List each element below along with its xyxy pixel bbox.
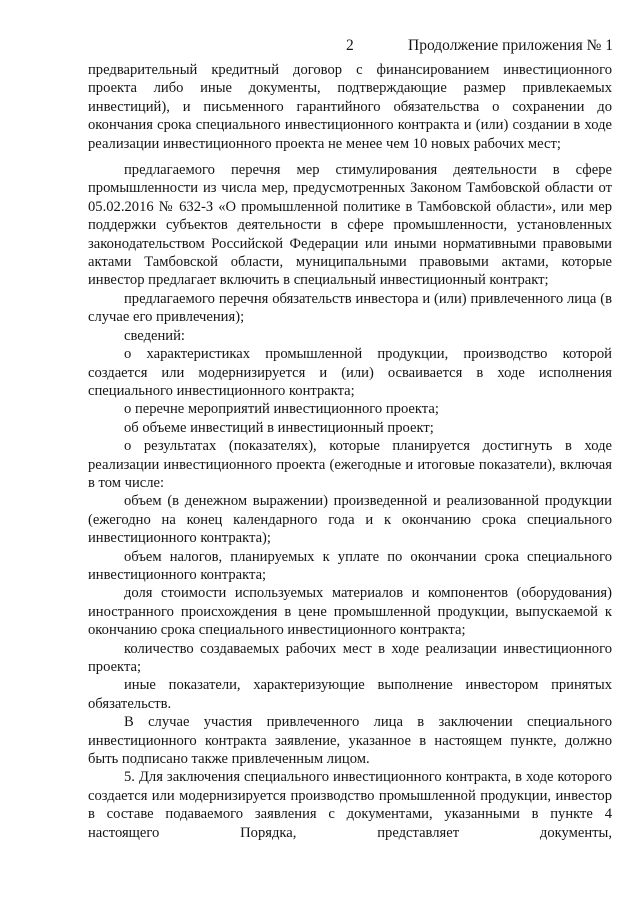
- paragraph-other-indicators: иные показатели, характеризующие выполнение инвестором принятых обязательств.: [88, 677, 612, 712]
- paragraph-information-heading: сведений:: [124, 327, 185, 344]
- paragraph-foreign-components-share: доля стоимости используемых материалов и компонентов (оборудования) иностранного происхождения в цене промышленной продукции, выпускаемой к окончанию срока специального инвестиционного контракта;: [88, 585, 612, 639]
- appendix-continuation-label: Продолжение приложения № 1: [408, 37, 613, 54]
- paragraph-investment-volume: об объеме инвестиций в инвестиционный проект;: [124, 419, 434, 436]
- paragraph-project-activities: о перечне мероприятий инвестиционного проекта;: [124, 401, 439, 418]
- paragraph-investor-obligations: предлагаемого перечня обязательств инвестора и (или) привлеченного лица (в случае его привлечения);: [88, 290, 612, 326]
- paragraph-product-characteristics: о характеристиках промышленной продукции, производство которой создается или модернизируется и (или) осваивается в ходе исполнения специального инвестиционного контракта;: [88, 346, 612, 399]
- paragraph-guarantee-obligation: предварительный кредитный договор с финансированием инвестиционного проекта либо иные документы, подтверждающие размер привлекаемых инвестиций), и письменного гарантийного обязательства о сохранении до окончания срока специального инвестиционного контракта и (или) создании в ходе реализации инвестиционного проекта не менее чем 10 новых рабочих мест;: [88, 62, 612, 152]
- paragraph-production-volume: объем (в денежном выражении) произведенной и реализованной продукции (ежегодно на конец календарного года и к окончанию срока специального инвестиционного контракта);: [88, 493, 612, 547]
- paragraph-clause-5: 5. Для заключения специального инвестиционного контракта, в ходе которого создается или модернизируется производство промышленной продукции, инвестор в составе подаваемого заявления с документами, указанными в пункте 4 настоящего Порядка, представляет документы,: [88, 769, 612, 841]
- paragraph-stimulus-measures: предлагаемого перечня мер стимулирования деятельности в сфере промышленности из числа мер, предусмотренных Законом Тамбовской области от 05.02.2016 № 632-З «О промышленной политике в Тамбовской области», или мер поддержки субъектов деятельности в сфере промышленности, установленных законодательством Российской Федерации или иными нормативными правовыми актами Тамбовской области, муниципальными правовыми актами, которые инвестор предлагает включить в специальный инвестиционный контракт;: [88, 162, 612, 289]
- page-number: 2: [346, 37, 354, 54]
- paragraph-tax-volume: объем налогов, планируемых к уплате по окончании срока специального инвестиционного контракта;: [88, 548, 612, 583]
- document-body: [88, 61, 612, 842]
- paragraph-jobs-created: количество создаваемых рабочих мест в ходе реализации инвестиционного проекта;: [88, 640, 612, 675]
- paragraph-planned-results: о результатах (показателях), которые планируется достигнуть в ходе реализации инвестиционного проекта (ежегодные и итоговые показатели), включая в том числе:: [88, 438, 612, 491]
- page-header: [0, 37, 640, 59]
- paragraph-attracted-person-signature: В случае участия привлеченного лица в заключении специального инвестиционного контракта заявление, указанное в настоящем пункте, должно быть подписано также привлеченным лицом.: [88, 714, 612, 768]
